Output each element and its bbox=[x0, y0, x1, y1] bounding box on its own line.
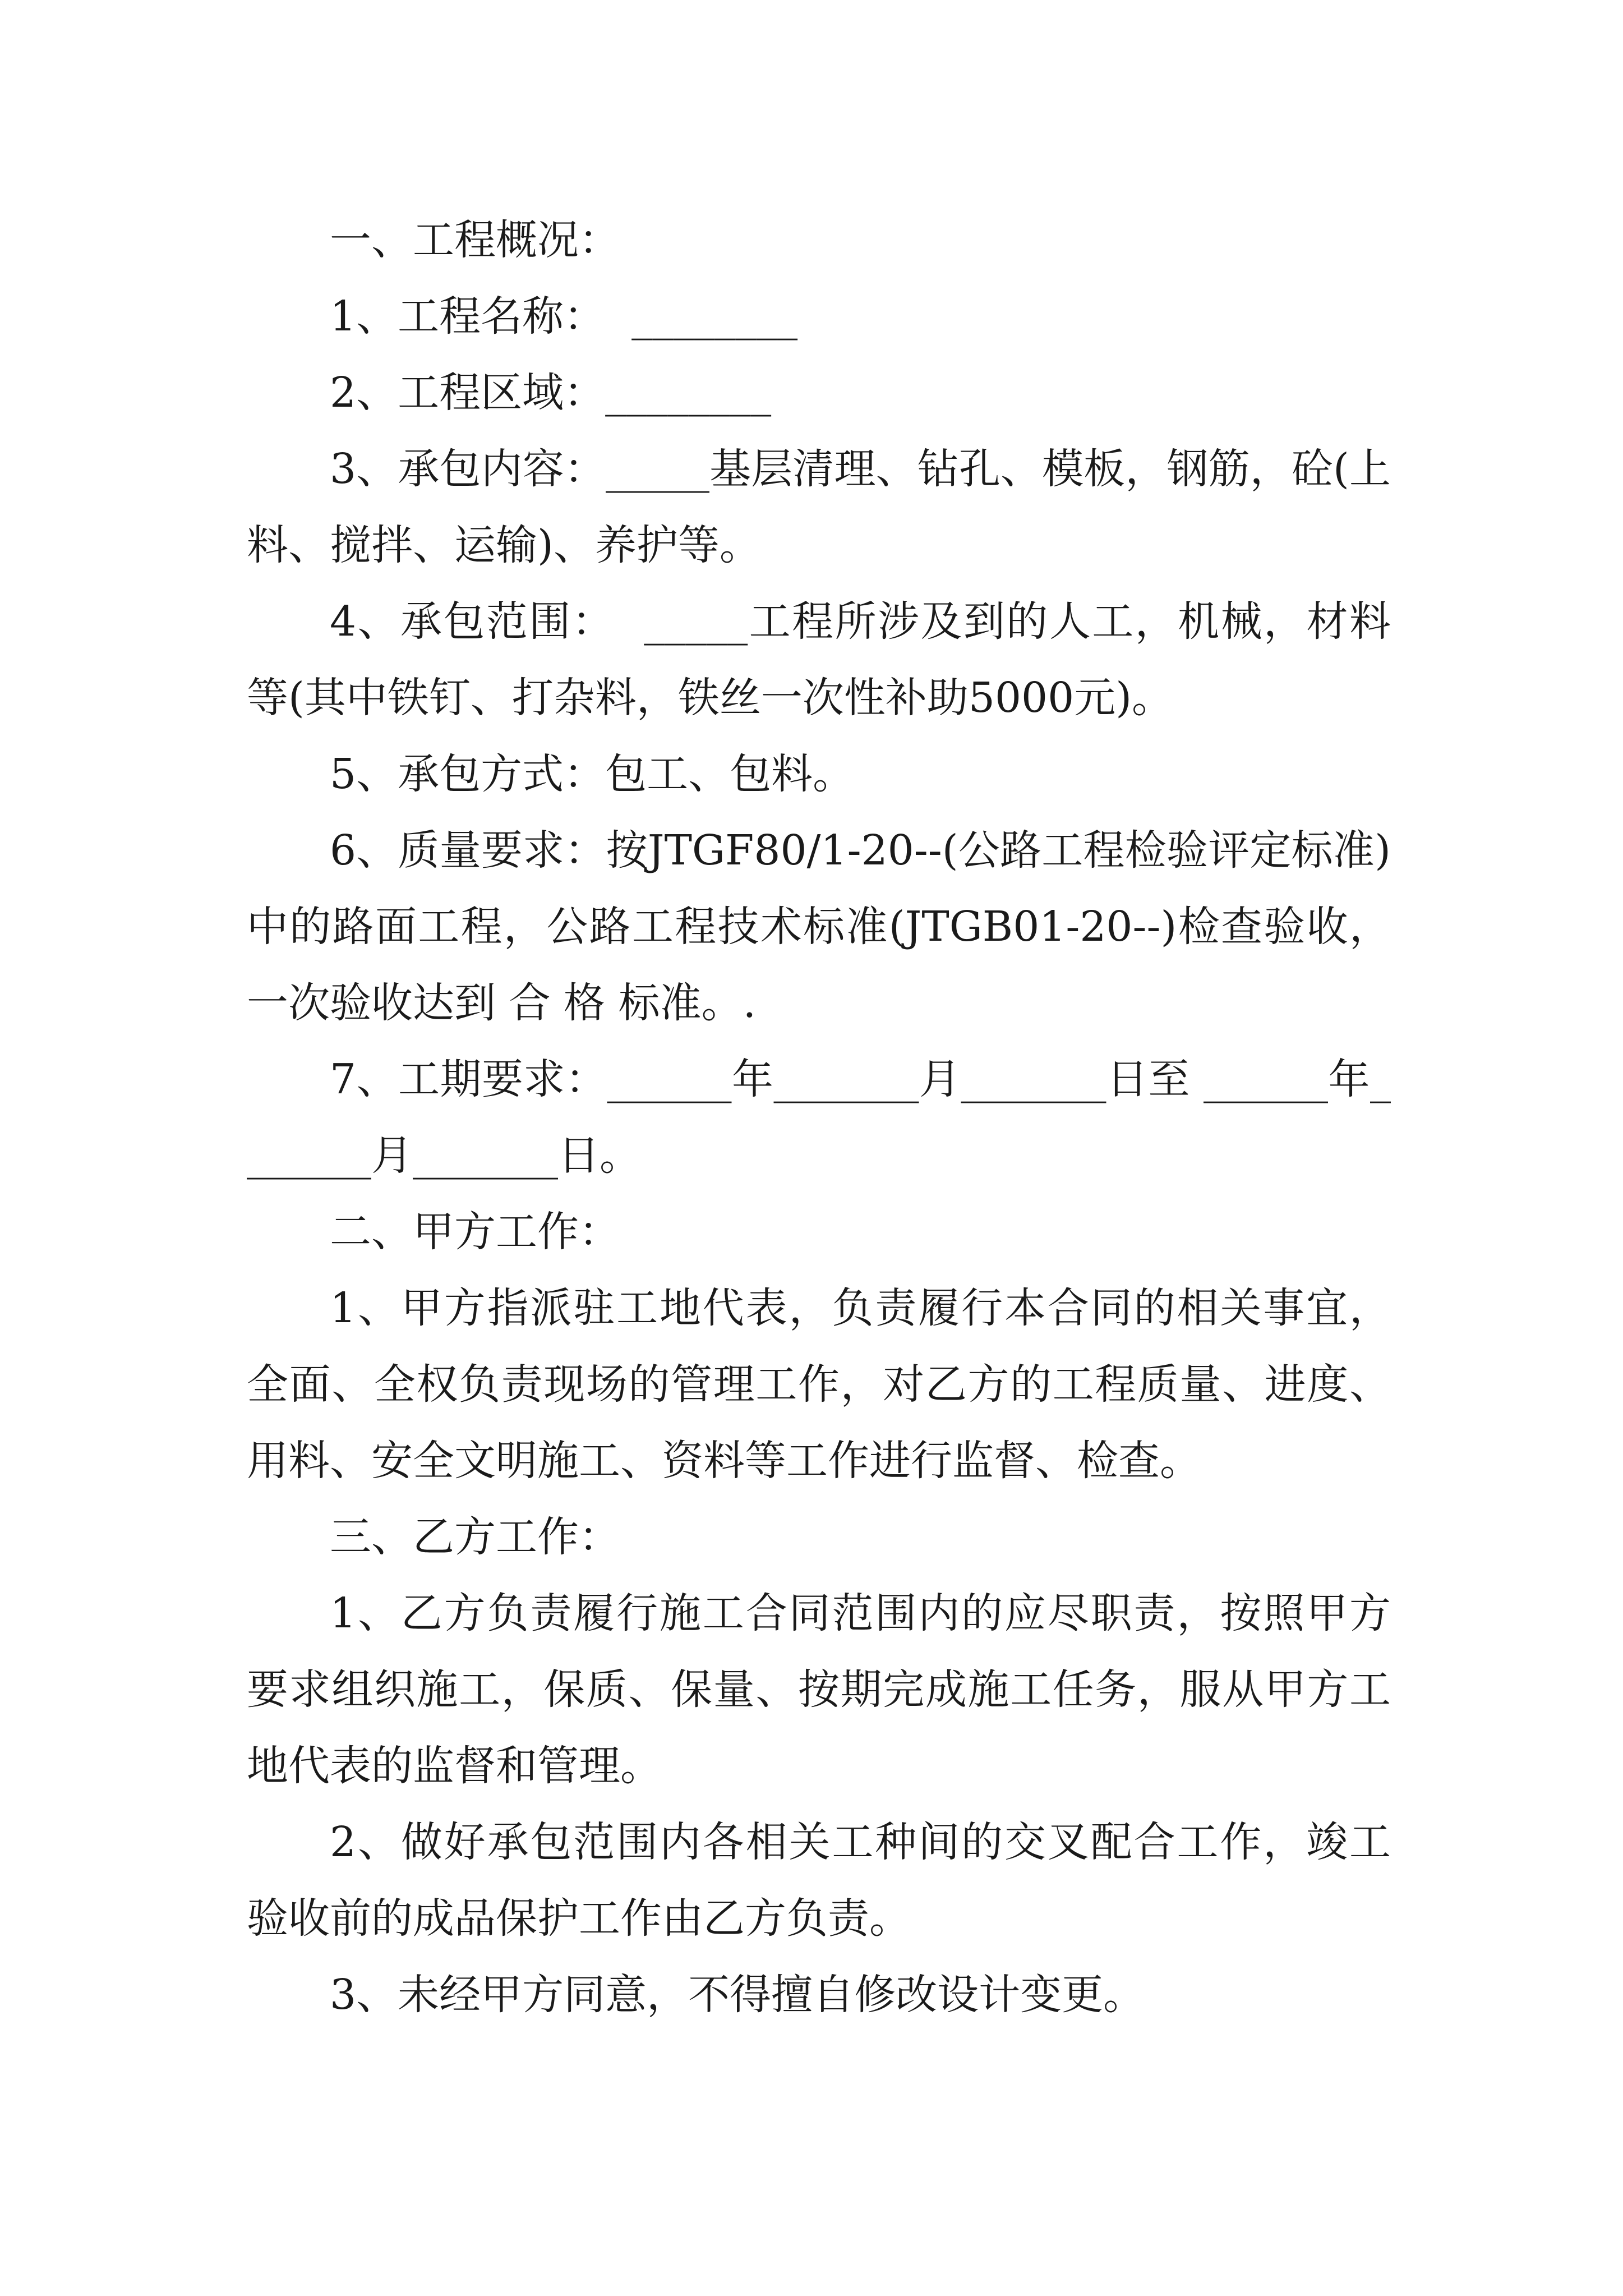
party-a-duty-paragraph: 1、甲方指派驻工地代表，负责履行本合同的相关事宜，全面、全权负责现场的管理工作，对乙方的工程质量、进度、用料、安全文明施工、资料等工作进行监督、检查。 bbox=[247, 1284, 1391, 1485]
contract-scope-paragraph: 4、承包范围： _____工程所涉及到的人工，机械，材料等(其中铁钉、打杂料，铁丝一次性补助5000元)。 bbox=[247, 597, 1391, 722]
project-name-line: 1、工程名称： ________ bbox=[330, 292, 798, 341]
party-b-duty-paragraph-1: 1、乙方负责履行施工合同范围内的应尽职责，按照甲方要求组织施工，保质、保量、按期完成施工任务，服从甲方工地代表的监督和管理。 bbox=[247, 1589, 1391, 1790]
party-b-duty-paragraph-2: 2、做好承包范围内各相关工种间的交叉配合工作，竣工验收前的成品保护工作由乙方负责。 bbox=[247, 1818, 1391, 1943]
schedule-requirement-paragraph: 7、工期要求：______年_______月_______日至 ______年_______月_______日。 bbox=[247, 1055, 1391, 1180]
project-area-line: 2、工程区域：________ bbox=[330, 369, 772, 417]
document-page bbox=[247, 202, 1391, 2033]
section-heading-project-overview: 一、工程概况： bbox=[330, 216, 620, 264]
section-heading-party-a: 二、甲方工作： bbox=[330, 1208, 620, 1256]
section-heading-party-b: 三、乙方工作： bbox=[330, 1513, 620, 1561]
party-b-duty-paragraph-3: 3、未经甲方同意，不得擅自修改设计变更。 bbox=[330, 1971, 1145, 2019]
contract-content-paragraph: 3、承包内容：_____基层清理、钻孔、模板，钢筋，砼(上料、搅拌、运输)、养护等。 bbox=[247, 445, 1391, 569]
quality-requirement-paragraph: 6、质量要求：按JTGF80/1-20--(公路工程检验评定标准)中的路面工程，公路工程技术标准(JTGB01-20--)检查验收，一次验收达到 合 格 标准。. bbox=[247, 826, 1391, 1027]
contract-method-line: 5、承包方式：包工、包料。 bbox=[330, 750, 855, 798]
